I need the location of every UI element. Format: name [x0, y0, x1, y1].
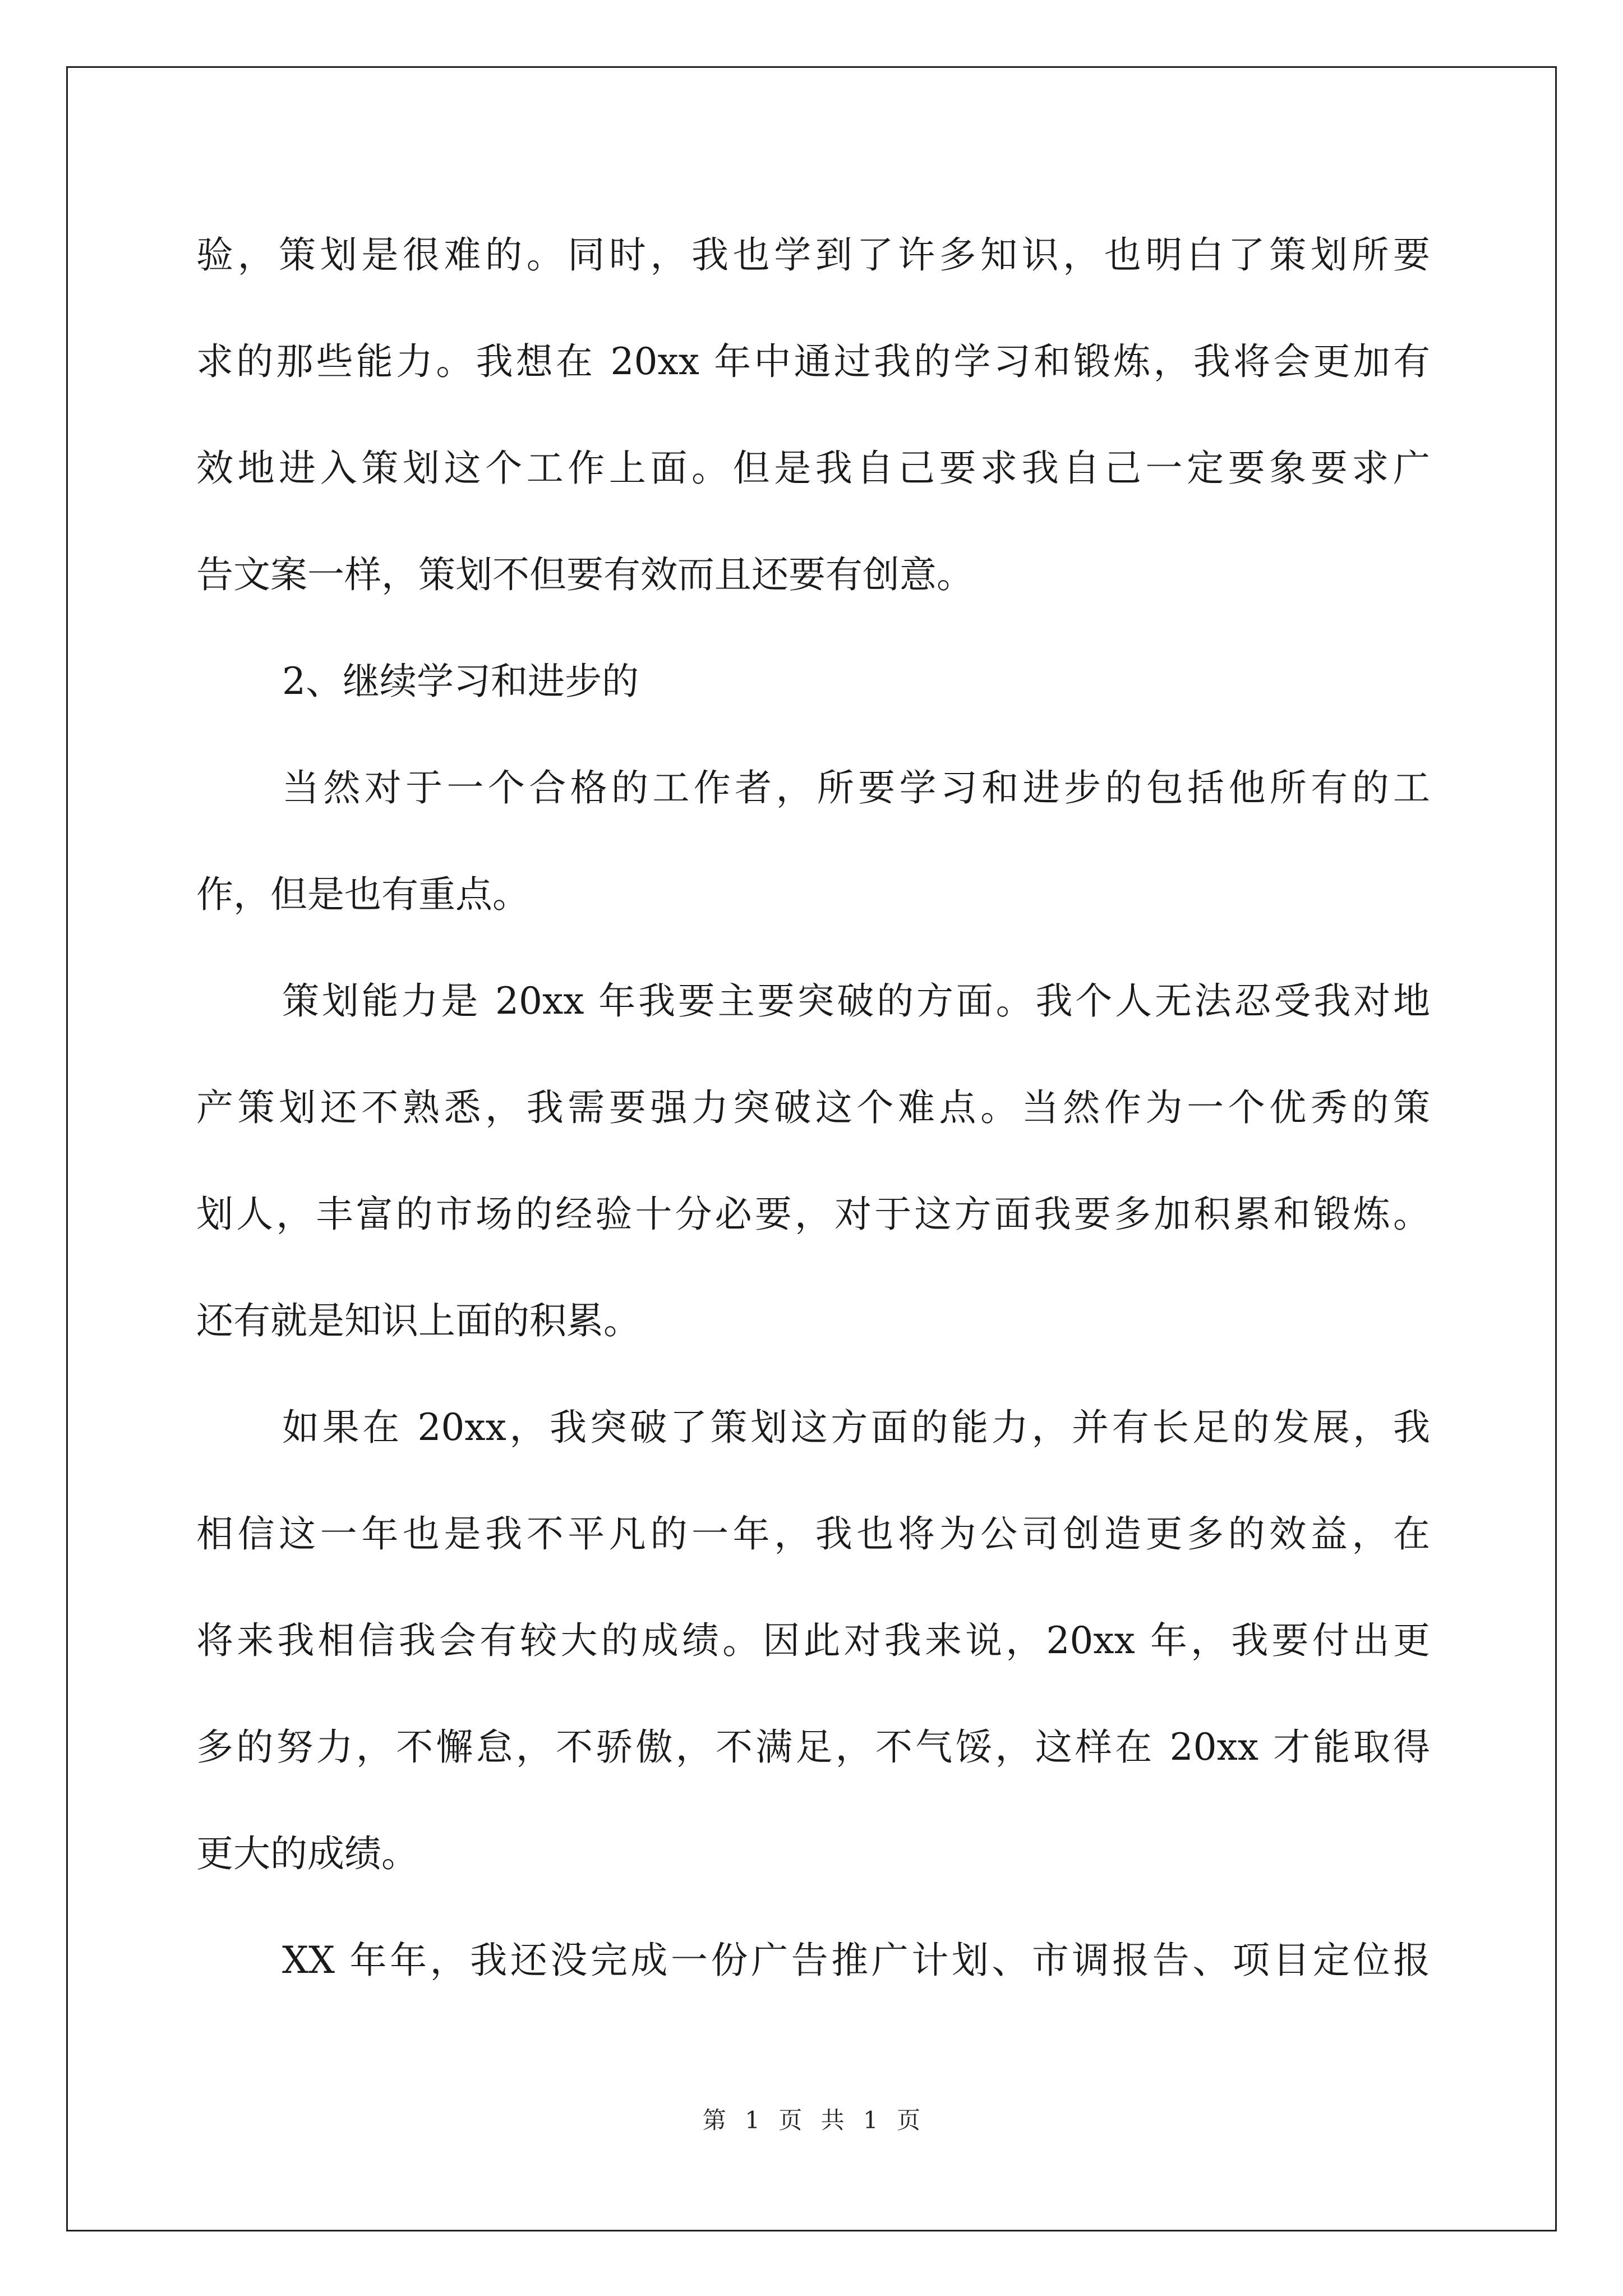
paragraph-line: 如果在 20xx，我突破了策划这方面的能力，并有长足的发展，我 — [282, 1406, 1430, 1449]
paragraph-line: 相信这一年也是我不平凡的一年，我也将为公司创造更多的效益，在 — [196, 1512, 1430, 1556]
paragraph-line: 当然对于一个合格的工作者，所要学习和进步的包括他所有的工 — [282, 766, 1430, 809]
page-number-footer: 第 1 页 共 1 页 — [702, 2106, 921, 2134]
paragraph-line: 验，策划是很难的。同时，我也学到了许多知识，也明白了策划所要 — [196, 233, 1430, 277]
paragraph-line: 效地进入策划这个工作上面。但是我自己要求我自己一定要象要求广 — [196, 447, 1430, 490]
paragraph-line: XX 年年，我还没完成一份广告推广计划、市调报告、项目定位报 — [282, 1939, 1430, 1982]
paragraph-line: 告文案一样，策划不但要有效而且还要有创意。 — [196, 553, 974, 596]
section-heading: 2、继续学习和进步的 — [282, 660, 639, 703]
paragraph-line: 多的努力，不懈怠，不骄傲，不满足，不气馁，这样在 20xx 才能取得 — [196, 1726, 1430, 1769]
paragraph-line: 更大的成绩。 — [196, 1832, 418, 1875]
paragraph-line: 划人，丰富的市场的经验十分必要，对于这方面我要多加积累和锻炼。 — [196, 1193, 1430, 1236]
paragraph-line: 还有就是知识上面的积累。 — [196, 1299, 640, 1342]
paragraph-line: 作，但是也有重点。 — [196, 873, 529, 916]
document-body — [196, 222, 1430, 2033]
paragraph-line: 产策划还不熟悉，我需要强力突破这个难点。当然作为一个优秀的策 — [196, 1086, 1430, 1129]
paragraph-line: 将来我相信我会有较大的成绩。因此对我来说，20xx 年，我要付出更 — [196, 1619, 1430, 1662]
paragraph-line: 策划能力是 20xx 年我要主要突破的方面。我个人无法忍受我对地 — [282, 979, 1430, 1023]
paragraph-line: 求的那些能力。我想在 20xx 年中通过我的学习和锻炼，我将会更加有 — [196, 340, 1430, 383]
